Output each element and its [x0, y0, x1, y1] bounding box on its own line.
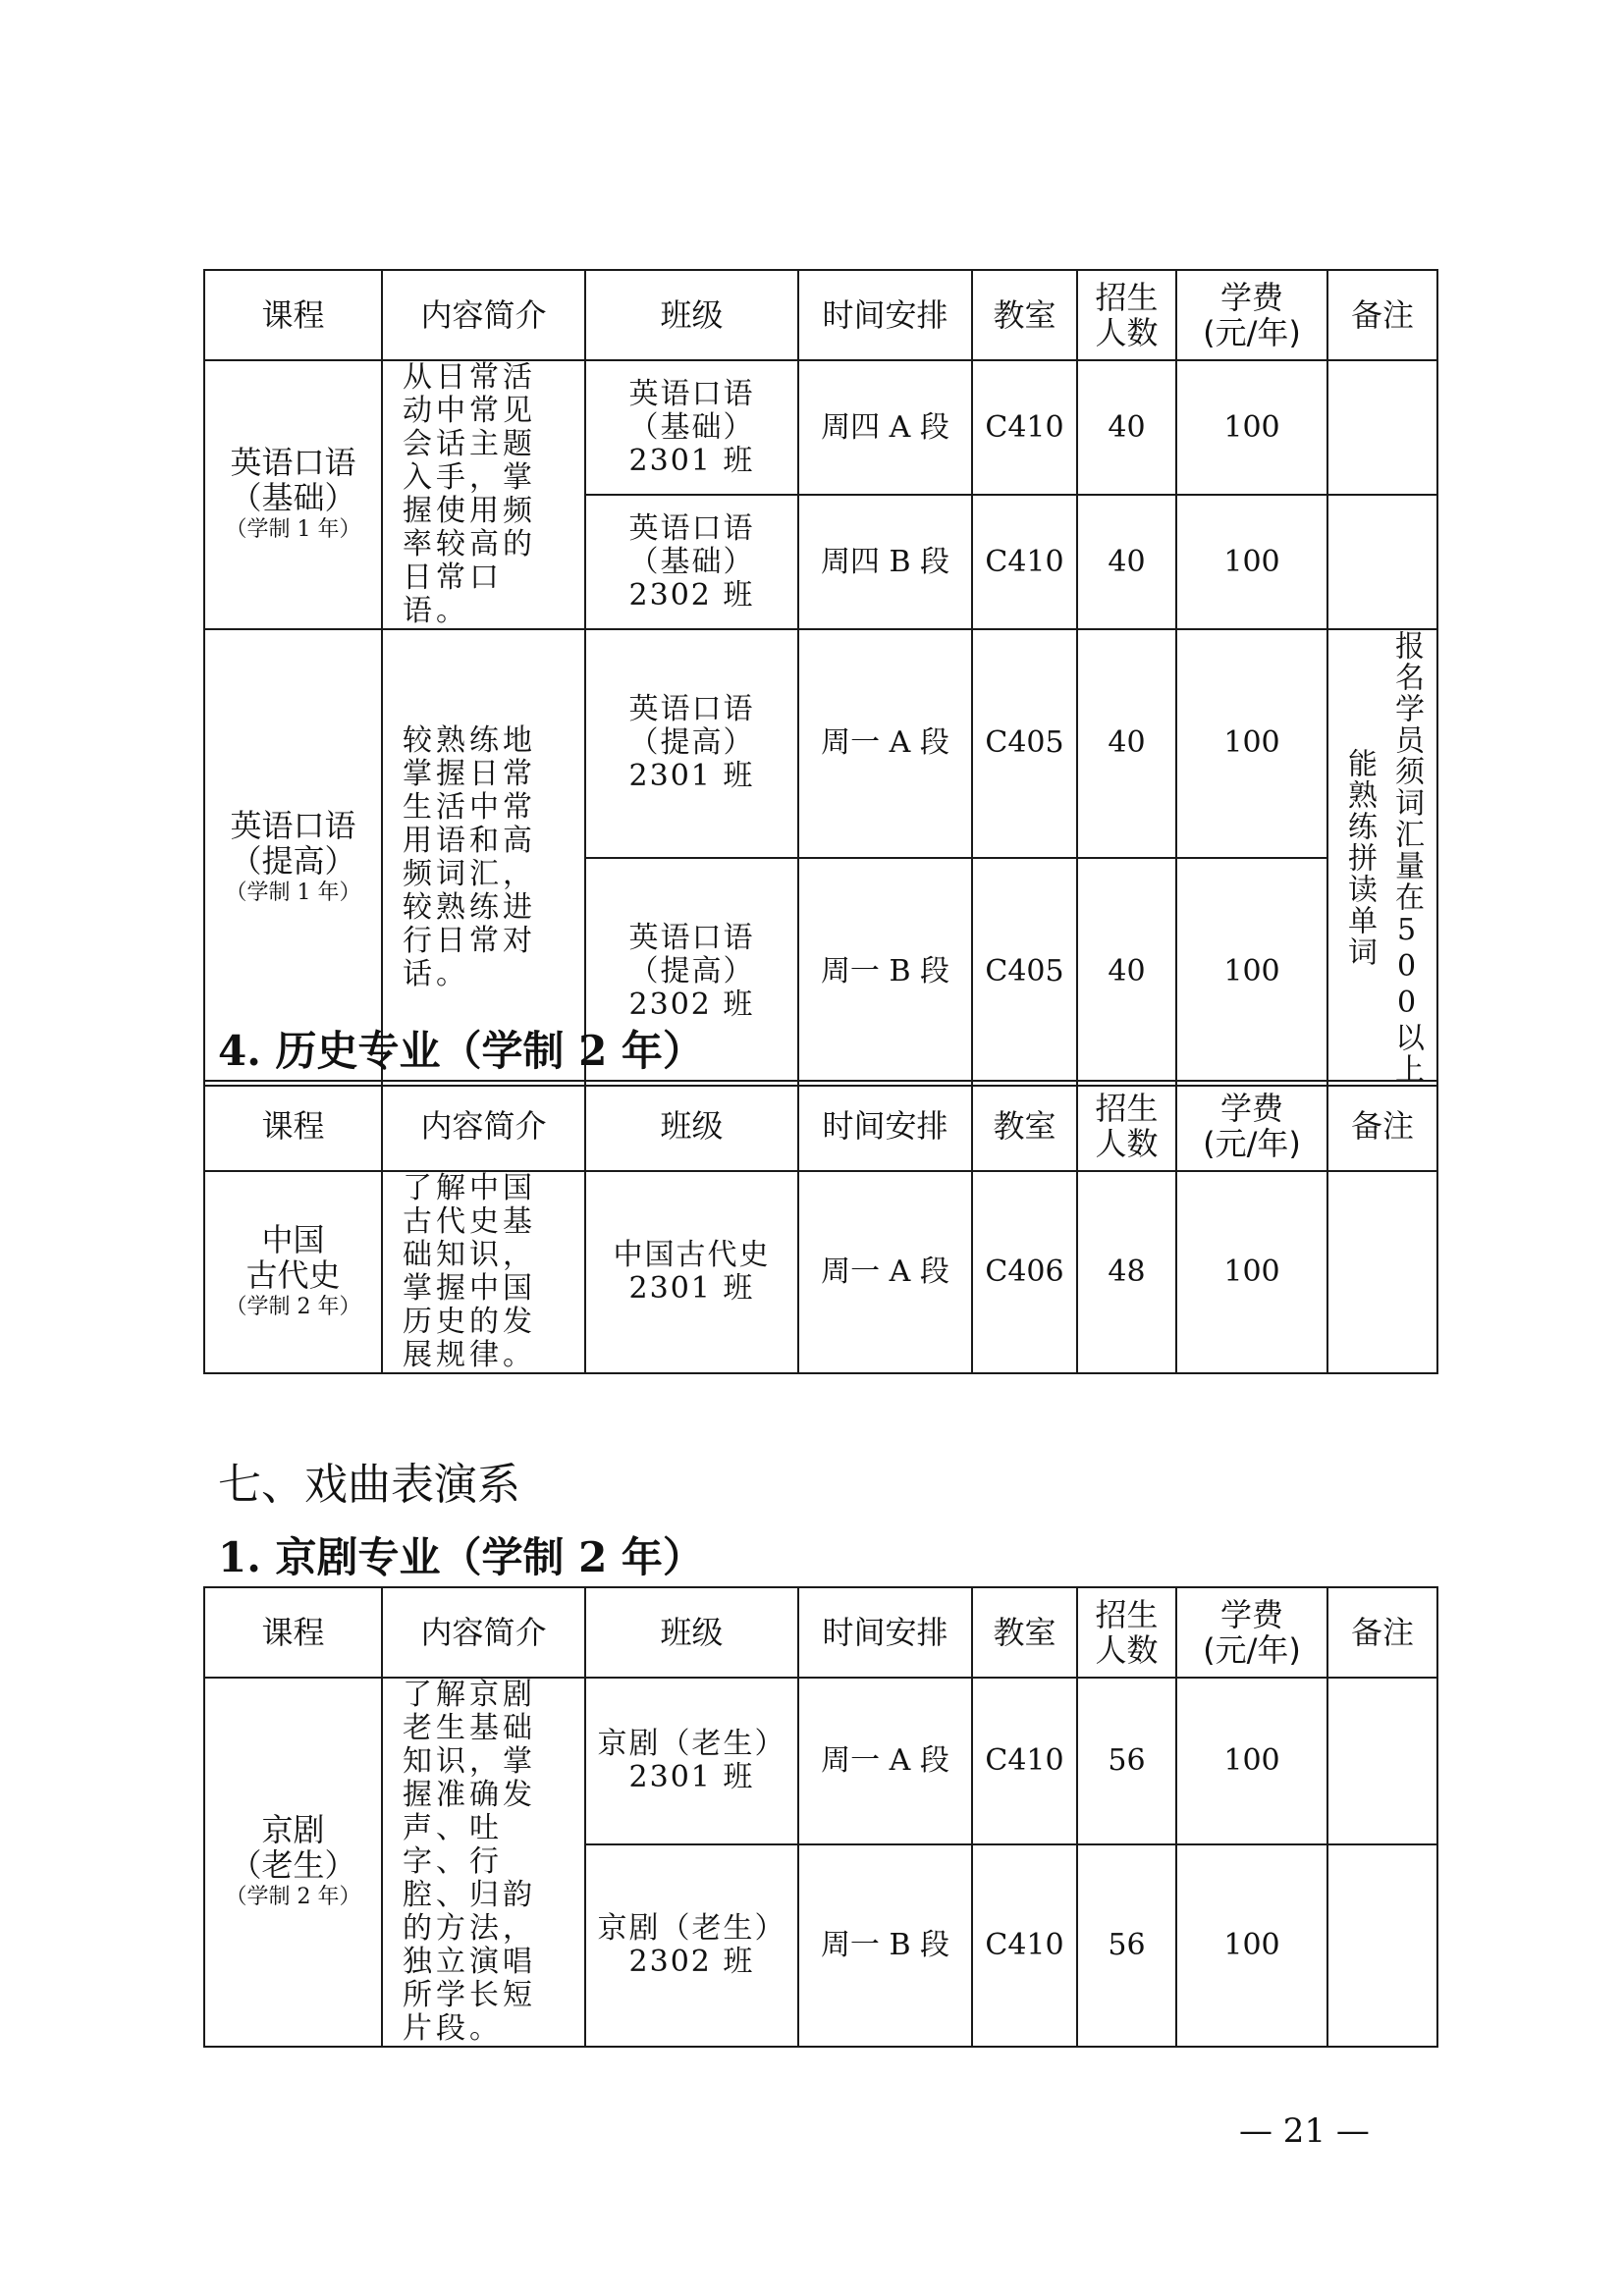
header-class: 班级: [585, 1587, 798, 1678]
header-enrollment: 招生 人数: [1077, 270, 1176, 360]
enrollment: 40: [1077, 360, 1176, 495]
table-header-row: [204, 1081, 1437, 1171]
header-description: 内容简介: [382, 270, 585, 360]
course-name-cell: [204, 360, 382, 629]
opera-section-heading: 1. 京剧专业（学制 2 年）: [218, 1533, 704, 1581]
table-row: [204, 1171, 1437, 1373]
table-row: [204, 629, 1437, 858]
header-class: 班级: [585, 1081, 798, 1171]
header-course: 课程: [204, 1587, 382, 1678]
room: C405: [972, 629, 1077, 858]
schedule: 周四 B 段: [798, 495, 972, 629]
department-heading: 七、戏曲表演系: [218, 1460, 520, 1510]
header-schedule: 时间安排: [798, 270, 972, 360]
class-name: 英语口语 （基础） 2302 班: [585, 495, 798, 629]
enrollment: 40: [1077, 495, 1176, 629]
room: C410: [972, 360, 1077, 495]
header-schedule: 时间安排: [798, 1081, 972, 1171]
course-duration: （学制 1 年）: [225, 880, 361, 905]
room: C410: [972, 1844, 1077, 2047]
note: [1327, 1844, 1437, 2047]
fee: 100: [1176, 629, 1327, 858]
course-duration: （学制 1 年）: [225, 517, 361, 542]
room: C410: [972, 1678, 1077, 1844]
page-number: — 21 —: [1239, 2111, 1370, 2151]
header-room: 教室: [972, 270, 1077, 360]
opera-course-table: [203, 1586, 1438, 2048]
course-description: 从日常活动中常见会话主题入手，掌握使用频率较高的日常口语。: [382, 360, 585, 629]
enrollment: 40: [1077, 629, 1176, 858]
course-description: 较熟练地掌握日常生活中常用语和高频词汇，较熟练进行日常对话。: [382, 629, 585, 1086]
table-row: [204, 360, 1437, 495]
header-course: 课程: [204, 270, 382, 360]
room: C406: [972, 1171, 1077, 1373]
course-description: 了解中国古代史基础知识，掌握中国历史的发展规律。: [382, 1171, 585, 1373]
course-duration: （学制 2 年）: [225, 1295, 361, 1319]
table-header-row: [204, 1587, 1437, 1678]
header-class: 班级: [585, 270, 798, 360]
course-name: 京剧 （老生）: [230, 1811, 356, 1884]
course-name-cell: [204, 629, 382, 1086]
table-row: [204, 1678, 1437, 1844]
history-course-table: [203, 1080, 1438, 1374]
course-description: 了解京剧老生基础知识，掌握准确发声、吐字、行腔、归韵的方法，独立演唱所学长短片段。: [382, 1678, 585, 2047]
room: C410: [972, 495, 1077, 629]
class-name: 中国古代史 2301 班: [585, 1171, 798, 1373]
header-note: 备注: [1327, 270, 1437, 360]
history-section-heading: 4. 历史专业（学制 2 年）: [218, 1027, 704, 1075]
schedule: 周一 A 段: [798, 1678, 972, 1844]
schedule: 周一 A 段: [798, 1171, 972, 1373]
course-name: 英语口语 （提高）: [230, 806, 356, 880]
course-name-cell: [204, 1678, 382, 2047]
header-description: 内容简介: [382, 1081, 585, 1171]
class-name: 京剧（老生） 2302 班: [585, 1844, 798, 2047]
enrollment: 56: [1077, 1844, 1176, 2047]
course-name: 中国 古代史: [245, 1221, 341, 1294]
schedule: 周四 A 段: [798, 360, 972, 495]
header-fee: 学费 (元/年): [1176, 270, 1327, 360]
fee: 100: [1176, 1844, 1327, 2047]
table-header-row: [204, 270, 1437, 360]
schedule: 周一 B 段: [798, 858, 972, 1087]
enrollment: 48: [1077, 1171, 1176, 1373]
course-name-cell: [204, 1171, 382, 1373]
header-room: 教室: [972, 1587, 1077, 1678]
header-schedule: 时间安排: [798, 1587, 972, 1678]
fee: 100: [1176, 1171, 1327, 1373]
schedule: 周一 B 段: [798, 1844, 972, 2047]
enrollment: 56: [1077, 1678, 1176, 1844]
fee: 100: [1176, 1678, 1327, 1844]
fee: 100: [1176, 495, 1327, 629]
header-enrollment: 招生 人数: [1077, 1081, 1176, 1171]
fee: 100: [1176, 360, 1327, 495]
enrollment: 40: [1077, 858, 1176, 1087]
class-name: 英语口语 （提高） 2301 班: [585, 629, 798, 858]
english-course-table: [203, 269, 1438, 1087]
class-name: 京剧（老生） 2301 班: [585, 1678, 798, 1844]
note: [1327, 360, 1437, 495]
schedule: 周一 A 段: [798, 629, 972, 858]
header-course: 课程: [204, 1081, 382, 1171]
note: [1327, 1678, 1437, 1844]
note-requirement: [1327, 629, 1437, 1086]
course-duration: （学制 2 年）: [225, 1885, 361, 1909]
header-description: 内容简介: [382, 1587, 585, 1678]
room: C405: [972, 858, 1077, 1087]
header-fee: 学费 (元/年): [1176, 1081, 1327, 1171]
fee: 100: [1176, 858, 1327, 1087]
note-column-2: 能熟练拼读单词: [1342, 747, 1377, 968]
note: [1327, 1171, 1437, 1373]
header-room: 教室: [972, 1081, 1077, 1171]
header-enrollment: 招生 人数: [1077, 1587, 1176, 1678]
course-name: 英语口语 （基础）: [230, 444, 356, 516]
header-note: 备注: [1327, 1587, 1437, 1678]
note: [1327, 495, 1437, 629]
note-column-1: 报名学员须词汇量在500以上: [1389, 630, 1424, 1085]
class-name: 英语口语 （基础） 2301 班: [585, 360, 798, 495]
header-fee: 学费 (元/年): [1176, 1587, 1327, 1678]
header-note: 备注: [1327, 1081, 1437, 1171]
class-name: 英语口语 （提高） 2302 班: [585, 858, 798, 1087]
